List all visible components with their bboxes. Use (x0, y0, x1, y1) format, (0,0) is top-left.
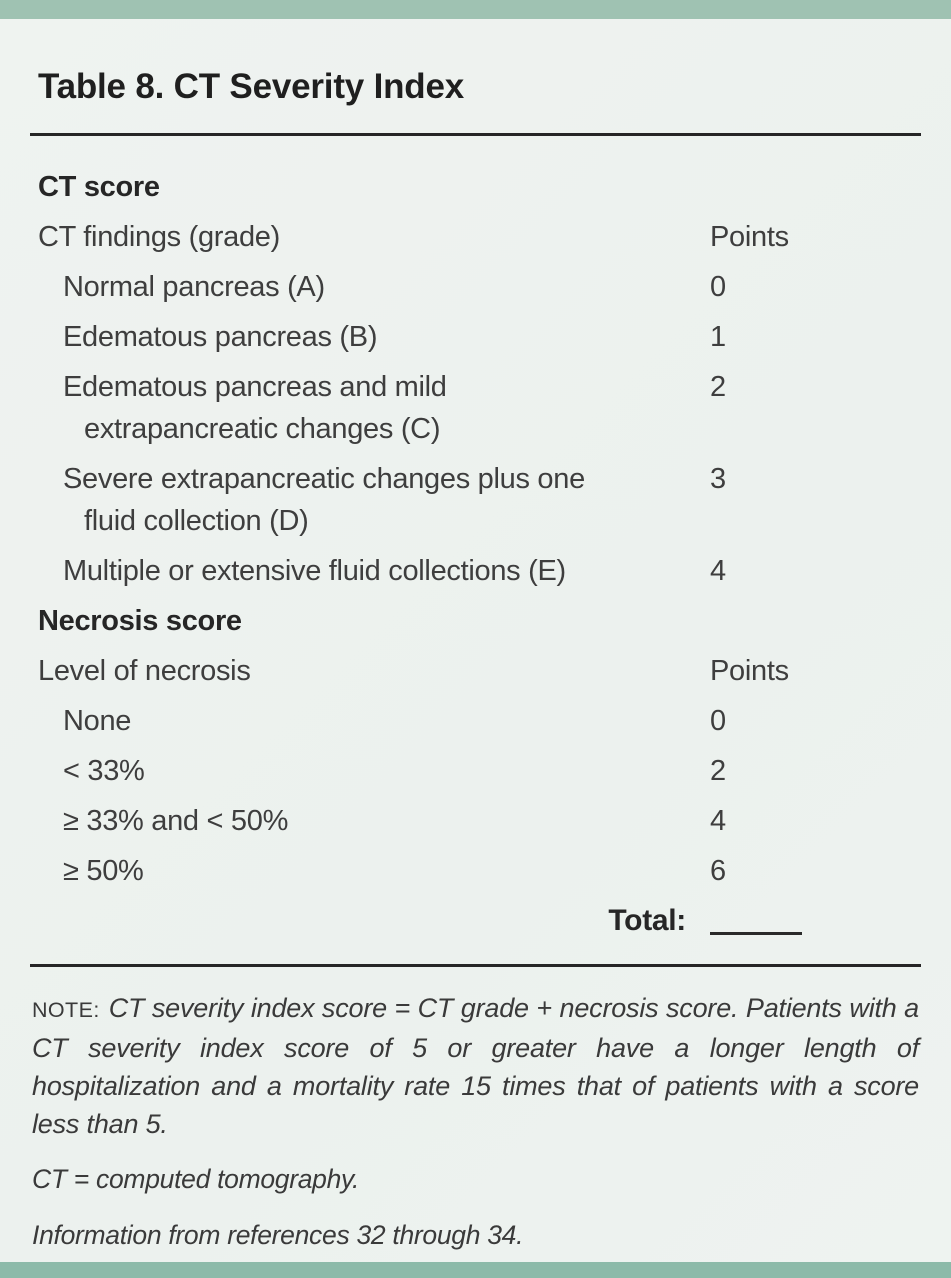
row-points: 0 (710, 705, 726, 737)
column-header-row-ct (30, 212, 921, 262)
column-header-row-necrosis (30, 646, 921, 696)
column-header-points: Points (710, 221, 789, 253)
column-header-findings: CT findings (grade) (38, 221, 280, 253)
table-row (30, 546, 921, 596)
abbreviation-note: CT = computed tomography. (32, 1164, 360, 1194)
note-text: CT severity index score = CT grade + necrosis score. Patients with a CT severity index score of 5 or greater have a longer length of hospitalization and a mortality rate 15 times that of patients with a score less than 5. (32, 993, 919, 1139)
row-points: 2 (710, 755, 726, 787)
row-label: Severe extrapancreatic changes plus one (63, 463, 585, 495)
column-header-level: Level of necrosis (38, 655, 251, 687)
row-points: 2 (710, 371, 726, 403)
bottom-accent-bar (0, 1262, 951, 1278)
section-heading-ct-score: CT score (38, 171, 160, 203)
row-points: 4 (710, 555, 726, 587)
total-label: Total: (608, 904, 686, 937)
row-label: < 33% (63, 755, 145, 787)
row-label: Multiple or extensive fluid collections (E) (63, 555, 566, 587)
note-paragraph (30, 989, 921, 1143)
table-row (30, 846, 921, 896)
table-content (30, 19, 921, 1254)
table-row (30, 454, 921, 546)
row-label-wrap: extrapancreatic changes (C) (84, 413, 441, 445)
row-label: None (63, 705, 132, 737)
row-label: ≥ 33% and < 50% (63, 805, 289, 837)
table-title: Table 8. CT Severity Index (38, 67, 464, 106)
column-header-points: Points (710, 655, 789, 687)
row-label: Edematous pancreas (B) (63, 321, 378, 353)
table-row (30, 312, 921, 362)
row-label: Normal pancreas (A) (63, 271, 325, 303)
note-label: NOTE: (32, 998, 100, 1022)
row-points: 1 (710, 321, 726, 353)
row-points: 6 (710, 855, 726, 887)
table-row (30, 796, 921, 846)
row-points: 0 (710, 271, 726, 303)
footer-rule (30, 964, 921, 967)
source-note: Information from references 32 through 34. (32, 1220, 524, 1250)
total-blank-line (710, 932, 802, 935)
row-points: 4 (710, 805, 726, 837)
title-rule (30, 133, 921, 136)
table-row (30, 362, 921, 454)
table-row (30, 262, 921, 312)
total-row (30, 896, 921, 946)
row-label: Edematous pancreas and mild (63, 371, 447, 403)
table-row (30, 696, 921, 746)
row-points: 3 (710, 463, 726, 495)
table-row (30, 746, 921, 796)
row-label-wrap: fluid collection (D) (84, 505, 309, 537)
row-label: ≥ 50% (63, 855, 144, 887)
top-accent-bar (0, 0, 951, 19)
section-heading-necrosis-score: Necrosis score (38, 605, 242, 637)
